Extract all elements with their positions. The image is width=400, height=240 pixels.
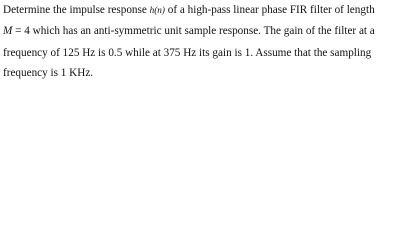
filter-length-symbol: M: [3, 25, 13, 37]
line-2-text: = 4 which has an anti-symmetric unit sample response. The gain of the filter at a: [12, 25, 375, 37]
problem-line-3: frequency of 125 Hz is 0.5 while at 375 Hz its gain is 1. Assume that the sampling: [3, 47, 372, 59]
line-1-start-text: Determine the impulse response: [3, 4, 150, 16]
problem-statement: [0, 0, 400, 83]
impulse-response-symbol: h(n): [149, 5, 165, 15]
line-1-end-text: of a high-pass linear phase FIR filter of length: [164, 4, 375, 16]
problem-line-4: frequency is 1 KHz.: [3, 67, 94, 79]
problem-line-2: [3, 26, 375, 37]
problem-line-1: [3, 5, 375, 16]
